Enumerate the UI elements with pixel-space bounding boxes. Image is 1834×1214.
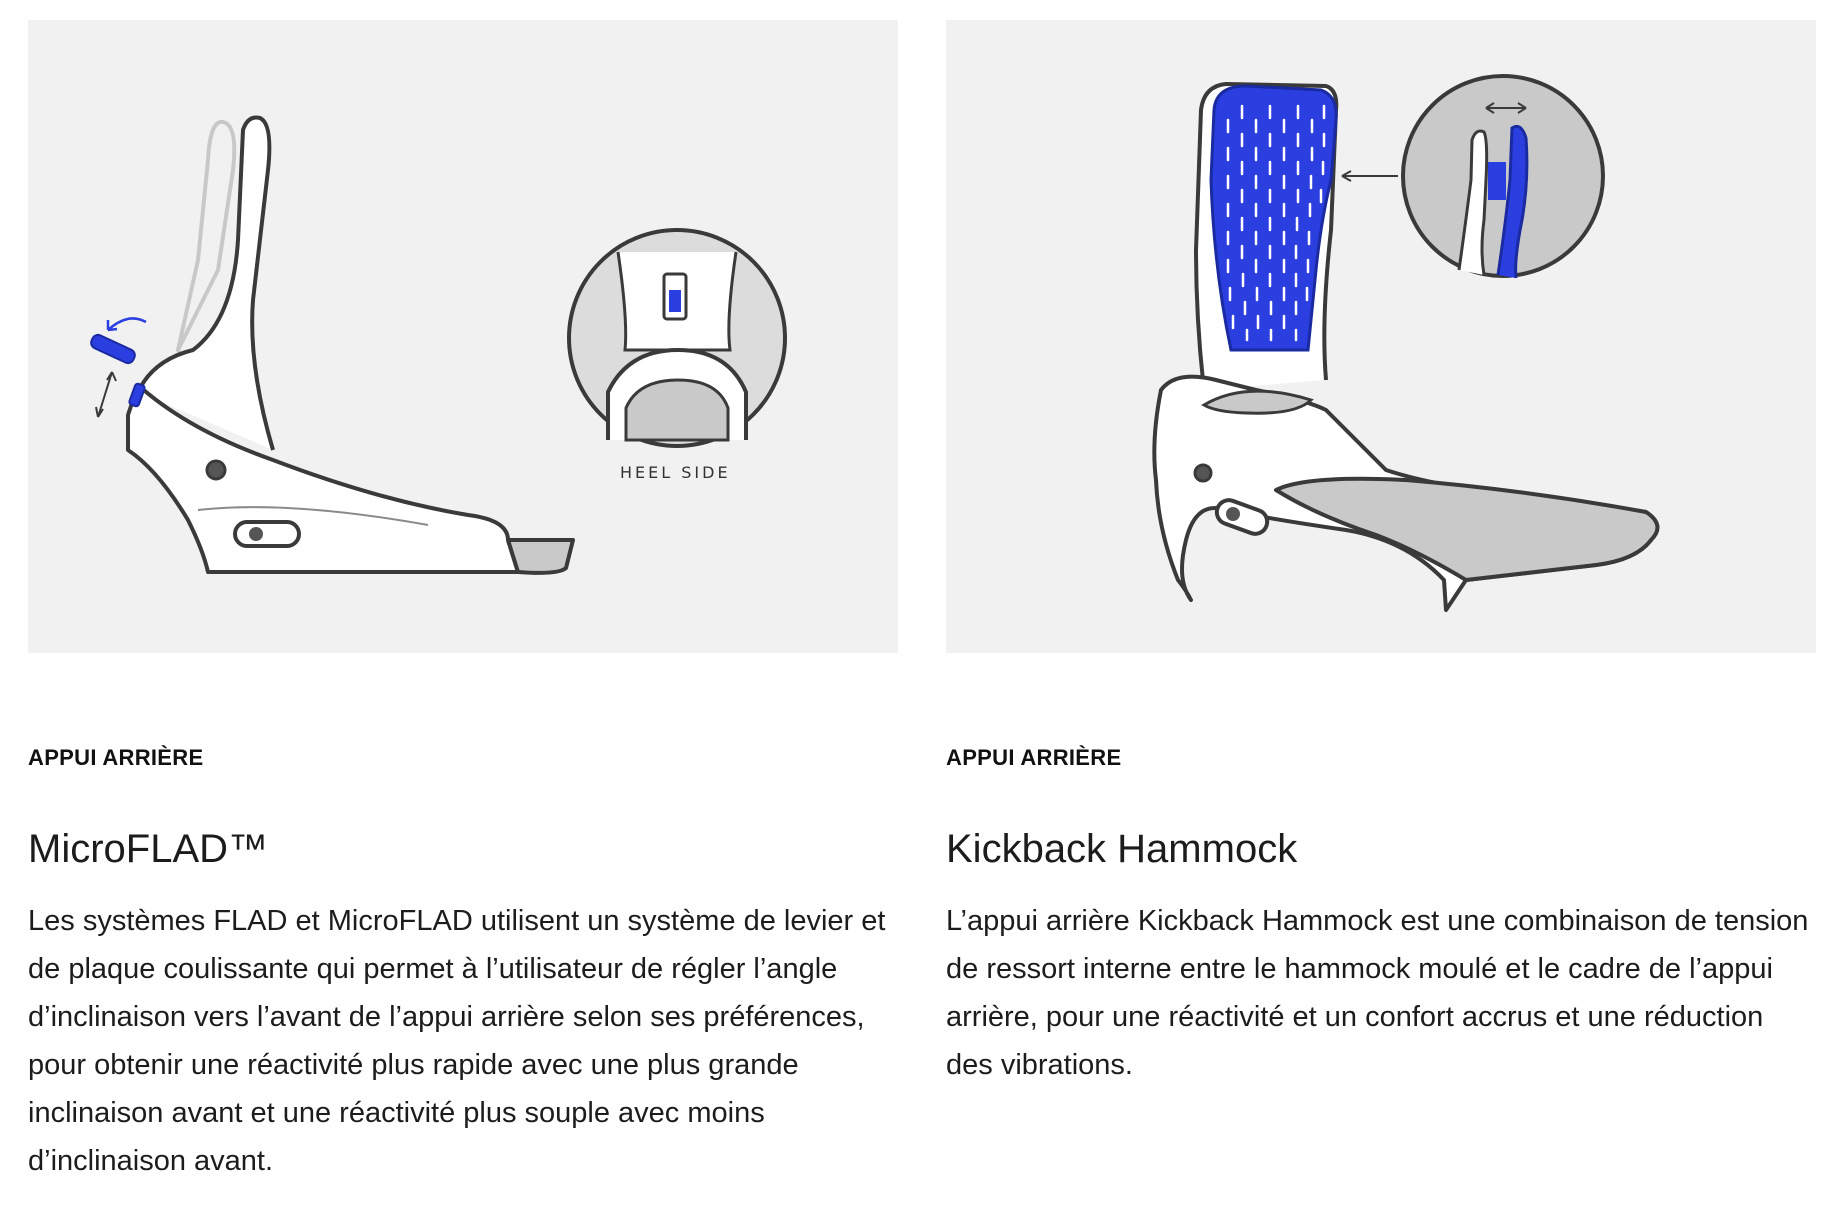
card-microflad [28, 20, 898, 1185]
kickback-binding-drawing [946, 20, 1816, 653]
card-description: L’appui arrière Kickback Hammock est une combinaison de tension de ressort interne entre le hammock moulé et le cadre de l’appui arrière, pour une réactivité et un confort accrus et une réduction des vibrations. [946, 905, 1809, 1081]
footbed-outline [508, 540, 573, 573]
microflad-binding-drawing [28, 20, 898, 653]
card-eyebrow: APPUI ARRIÈRE [946, 745, 1122, 770]
card-description: Les systèmes FLAD et MicroFLAD utilisent un système de levier et de plaque coulissante qui permet à l’utilisateur de régler l’angle d’inclinaison vers l’avant de l’appui arrière selon ses préférences, pour obtenir une réactivité plus rapide avec une plus grande inclinaison avant et une réactivité plus souple avec moins d’inclinaison avant. [28, 905, 886, 1177]
kickback-illustration [946, 20, 1816, 653]
card-title: MicroFLAD™ [28, 827, 269, 871]
card-kickback-hammock [946, 20, 1816, 1089]
hammock-detail [1403, 76, 1603, 278]
card-title: Kickback Hammock [946, 827, 1298, 871]
adjust-slot-bolt [249, 527, 263, 541]
adjust-slot [235, 522, 299, 546]
microflad-illustration [28, 20, 898, 653]
adjust-slot-bolt [1226, 507, 1240, 521]
pointer-arrow-icon [1342, 171, 1398, 181]
double-arrow-icon [96, 372, 116, 417]
pivot-bolt [207, 461, 225, 479]
heel-side-detail [569, 230, 785, 446]
card-eyebrow: APPUI ARRIÈRE [28, 745, 204, 770]
heel-side-label: HEEL SIDE [620, 463, 731, 482]
pivot-bolt [1195, 465, 1211, 481]
microflad-lever [89, 333, 137, 365]
heelcup-outline [128, 385, 518, 572]
